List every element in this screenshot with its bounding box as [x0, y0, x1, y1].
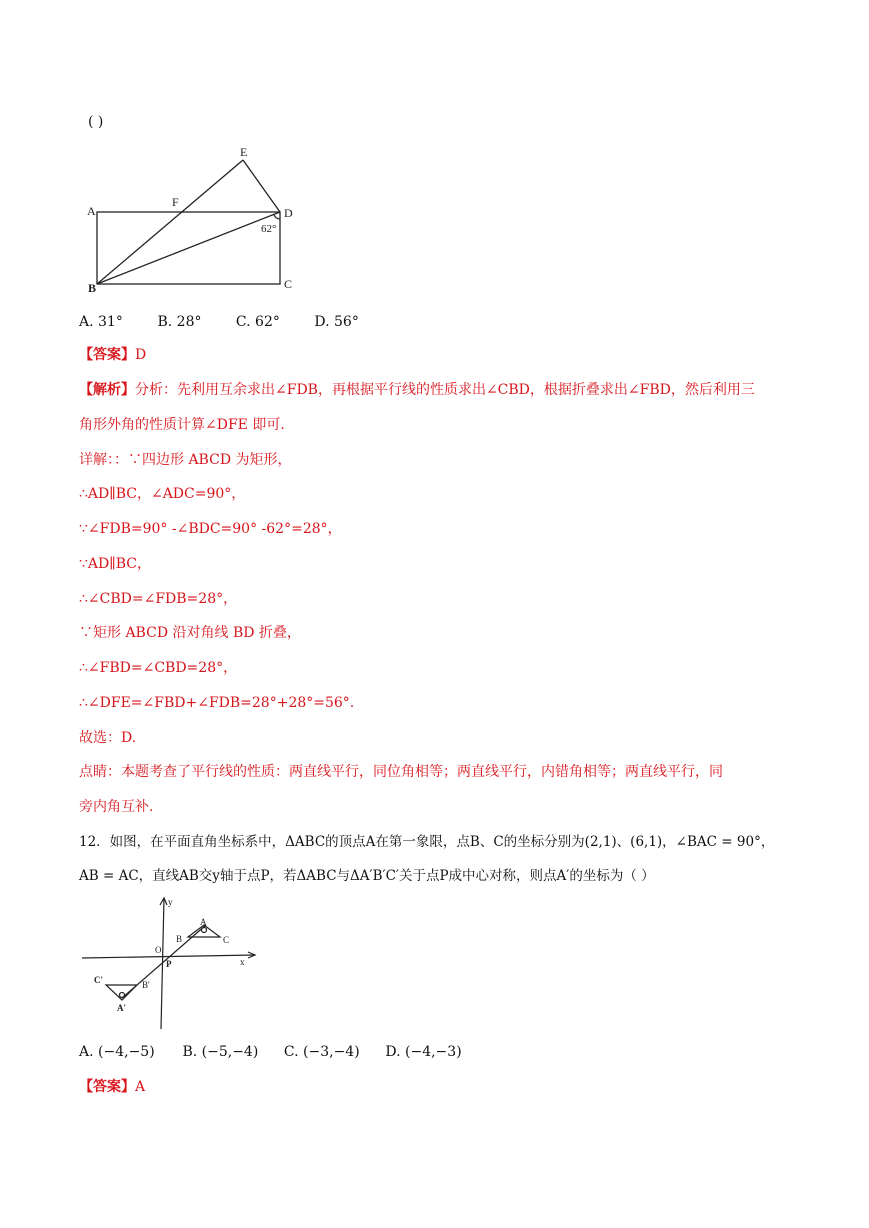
- label-a: A: [200, 917, 207, 927]
- comment-line-1: 点睛：本题考查了平行线的性质：两直线平行，同位角相等；两直线平行，内错角相等；两直线平行，同: [79, 764, 723, 780]
- label-y: y: [168, 897, 173, 907]
- point-a2: [120, 993, 125, 998]
- analysis-line-2: 角形外角的性质计算∠DFE 即可.: [79, 417, 285, 433]
- answer-line-q11: [79, 345, 146, 365]
- step-2: ∵∠FDB=90° -∠BDC=90° -62°=28°，: [79, 521, 342, 537]
- option-c[interactable]: C. (−3,−4): [283, 1044, 360, 1060]
- choose-line: 故选：D.: [79, 730, 137, 746]
- option-a[interactable]: A. 31°: [79, 314, 123, 330]
- label-o: O: [155, 945, 162, 955]
- coordinate-figure: [80, 895, 270, 1035]
- answer-value: A: [135, 1079, 146, 1095]
- detail-line: 详解：：∵四边形 ABCD 为矩形，: [79, 452, 292, 468]
- label-p: P: [166, 959, 172, 969]
- label-d: D: [284, 206, 293, 220]
- label-c: C: [223, 935, 230, 945]
- option-b[interactable]: B. (−5,−4): [182, 1044, 259, 1060]
- label-b: B: [88, 281, 97, 295]
- rectangle-fold-figure: [80, 145, 310, 295]
- label-a-prime: A': [117, 1003, 126, 1013]
- step-5: ∵矩形 ABCD 沿对角线 BD 折叠，: [79, 625, 301, 641]
- option-a[interactable]: A. (−4,−5): [79, 1044, 155, 1060]
- label-c: C: [284, 277, 293, 291]
- options-q12: [79, 1042, 482, 1062]
- q12-text-line-1: 12．如图，在平面直角坐标系中，ΔABC的顶点A在第一象限，点B、C的坐标分别为(2,1)、(6,1)，∠BAC = 90°，: [79, 834, 775, 850]
- step-3: ∵AD∥BC，: [79, 556, 151, 572]
- angle-arc: [274, 215, 280, 219]
- label-b-prime: B': [142, 980, 150, 990]
- label-b: B: [176, 934, 183, 944]
- answer-tag: 【答案】: [79, 1079, 135, 1095]
- line-ed: [243, 160, 280, 212]
- diagonal-bd: [97, 212, 280, 284]
- answer-value: D: [135, 347, 147, 363]
- option-d[interactable]: D. 56°: [314, 314, 359, 330]
- option-c[interactable]: C. 62°: [235, 314, 280, 330]
- angle-label: 62°: [261, 223, 277, 235]
- analysis-line-1: 【解析】分析：先利用互余求出∠FDB，再根据平行线的性质求出∠CBD，根据折叠求出∠FBD，然后利用三: [79, 382, 755, 398]
- label-e: E: [240, 145, 248, 159]
- q12-text-line-2: AB = AC，直线AB交y轴于点P，若ΔABC与ΔA′B′C′关于点P成中心对称，则点A′的坐标为（ ）: [79, 868, 655, 884]
- step-1: ∴AD∥BC，∠ADC=90°，: [79, 486, 246, 502]
- option-d[interactable]: D. (−4,−3): [385, 1044, 462, 1060]
- label-f: F: [172, 195, 179, 209]
- options-q11: [79, 312, 388, 332]
- label-a: A: [87, 204, 96, 218]
- line-be: [97, 160, 243, 284]
- step-6: ∴∠FBD=∠CBD=28°，: [79, 660, 238, 676]
- answer-line-q12: [79, 1077, 145, 1097]
- label-x: x: [240, 957, 245, 967]
- step-4: ∴∠CBD=∠FDB=28°，: [79, 591, 238, 607]
- step-7: ∴∠DFE=∠FBD+∠FDB=28°+28°=56°.: [79, 695, 355, 711]
- answer-paren: ( ): [88, 114, 104, 130]
- option-b[interactable]: B. 28°: [157, 314, 202, 330]
- analysis-tag: 【解析】: [79, 382, 135, 398]
- comment-line-2: 旁内角互补.: [79, 799, 154, 815]
- label-c-prime: C': [94, 975, 103, 985]
- answer-tag: 【答案】: [79, 347, 135, 363]
- point-a: [202, 928, 207, 933]
